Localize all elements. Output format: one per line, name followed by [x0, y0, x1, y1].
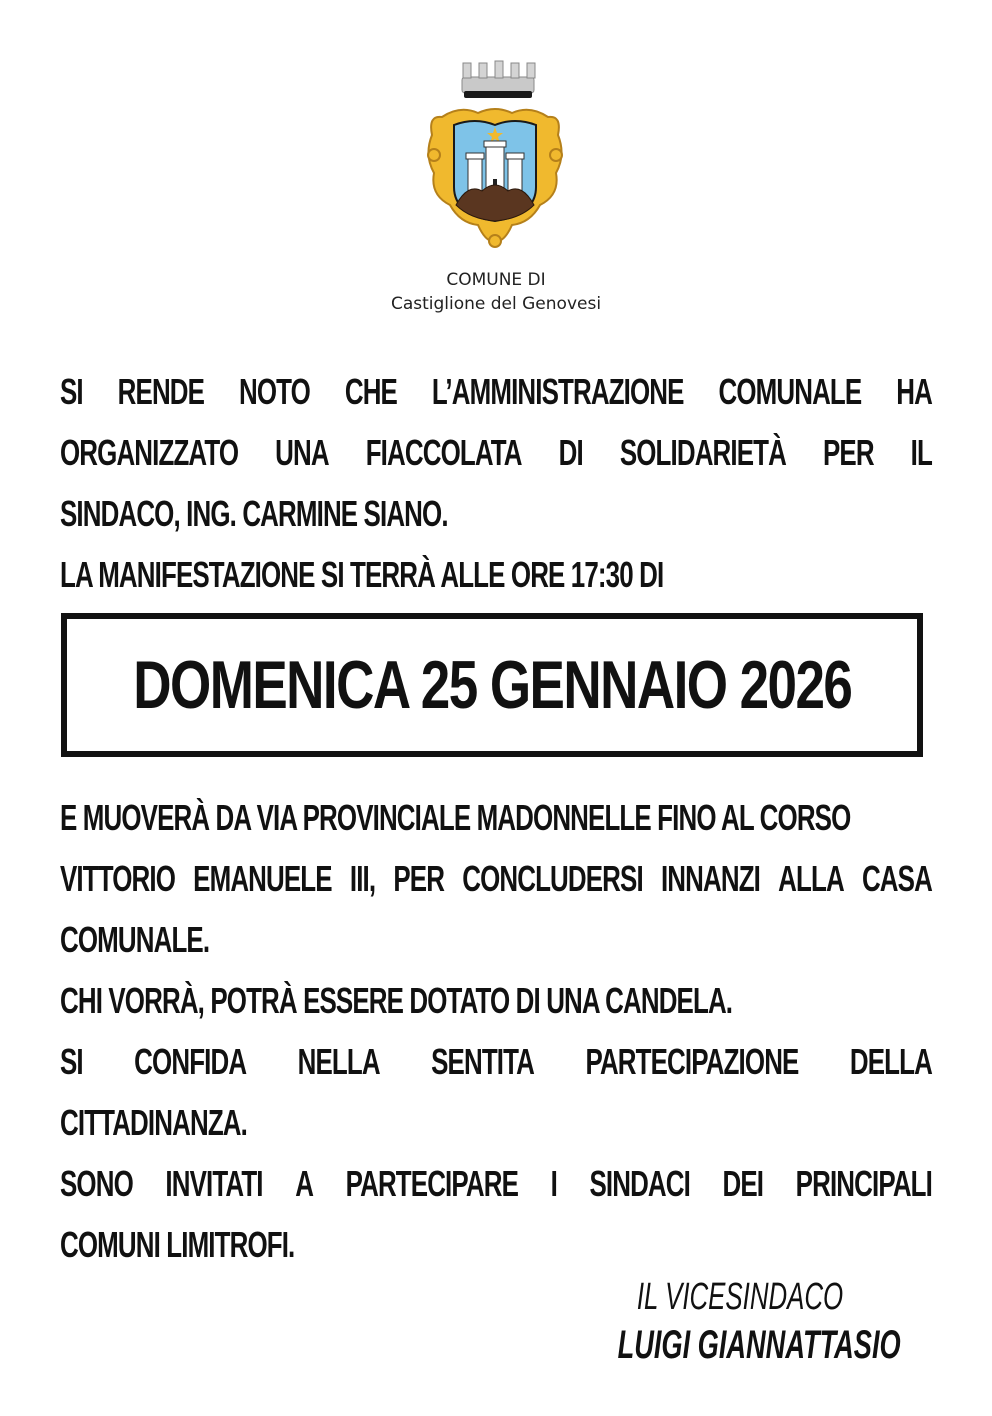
notice-word: RENDE: [117, 371, 205, 412]
notice-line: [60, 1153, 932, 1214]
notice-line: [60, 1031, 932, 1092]
signature-name: LUIGI GIANNATTASIO: [617, 1323, 901, 1367]
notice-word: NELLA: [297, 1041, 380, 1082]
notice-line: SINDACO, ING. CARMINE SIANO.: [60, 493, 448, 534]
notice-word: L’AMMINISTRAZIONE: [431, 371, 684, 412]
coat-of-arms-icon: [420, 55, 570, 255]
notice-word: PARTECIPARE: [345, 1163, 519, 1204]
crown-icon: [462, 61, 535, 98]
notice-word: VITTORIO: [60, 858, 176, 899]
notice-word: SI: [60, 371, 83, 412]
notice-word: INVITATI: [165, 1163, 263, 1204]
notice-line: [60, 422, 932, 483]
notice-line: E MUOVERÀ DA VIA PROVINCIALE MADONNELLE FINO AL CORSO: [60, 797, 851, 838]
notice-word: CASA: [861, 858, 932, 899]
event-date-box: [61, 613, 923, 757]
notice-line: COMUNI LIMITROFI.: [60, 1224, 295, 1265]
notice-word: NOTO: [238, 371, 310, 412]
municipality-label: COMUNE DI: [446, 270, 546, 290]
notice-word: I: [550, 1163, 557, 1204]
notice-word: III,: [349, 858, 376, 899]
notice-word: IL: [910, 432, 932, 473]
notice-paragraph-1: [60, 361, 932, 605]
notice-line: COMUNALE.: [60, 919, 210, 960]
notice-word: PRINCIPALI: [795, 1163, 932, 1204]
notice-word: UNA: [275, 432, 329, 473]
notice-word: CONCLUDERSI: [462, 858, 643, 899]
notice-word: DI: [558, 432, 583, 473]
notice-word: DEI: [722, 1163, 764, 1204]
notice-line: CITTADINANZA.: [60, 1102, 247, 1143]
notice-word: SINDACI: [589, 1163, 690, 1204]
notice-word: SENTITA: [431, 1041, 535, 1082]
notice-word: SONO: [60, 1163, 133, 1204]
notice-word: A: [295, 1163, 314, 1204]
notice-word: PER: [393, 858, 445, 899]
event-date: DOMENICA 25 GENNAIO 2026: [132, 647, 852, 723]
notice-word: HA: [896, 371, 932, 412]
notice-word: DELLA: [849, 1041, 932, 1082]
signature-role: IL VICESINDACO: [636, 1276, 844, 1318]
notice-line: CHI VORRÀ, POTRÀ ESSERE DOTATO DI UNA CANDELA.: [60, 980, 733, 1021]
notice-word: INNANZI: [660, 858, 761, 899]
notice-word: SI: [60, 1041, 83, 1082]
notice-word: COMUNALE: [718, 371, 862, 412]
notice-word: SOLIDARIETÀ: [619, 432, 787, 473]
notice-word: PARTECIPAZIONE: [585, 1041, 799, 1082]
notice-word: ORGANIZZATO: [60, 432, 239, 473]
notice-word: CONFIDA: [134, 1041, 247, 1082]
notice-line: [60, 848, 932, 909]
municipality-name: Castiglione del Genovesi: [390, 294, 602, 314]
notice-word: PER: [822, 432, 874, 473]
notice-word: FIACCOLATA: [365, 432, 522, 473]
notice-word: CHE: [344, 371, 397, 412]
notice-line: LA MANIFESTAZIONE SI TERRÀ ALLE ORE 17:30 DI: [60, 554, 664, 595]
notice-word: ALLA: [778, 858, 844, 899]
notice-word: EMANUELE: [193, 858, 332, 899]
notice-paragraph-2: [60, 787, 932, 1275]
notice-line: [60, 361, 932, 422]
